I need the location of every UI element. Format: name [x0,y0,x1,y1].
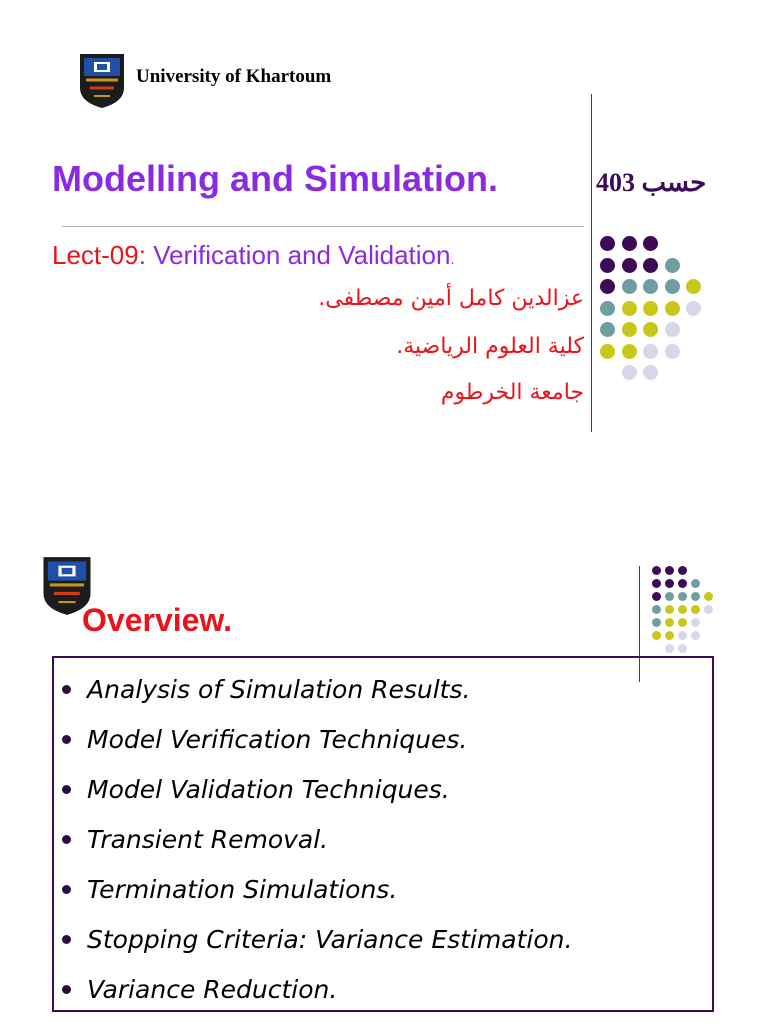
university-name: University of Khartoum [136,66,332,87]
list-item [62,764,712,814]
decor-dot [691,592,700,601]
decor-dot [691,618,700,627]
decor-dot [691,631,700,640]
overview-heading: Overview. [82,602,233,638]
decor-dot [665,344,680,359]
decor-dot [652,579,661,588]
list-item-text: Stopping Criteria: Variance Estimation. [87,924,573,954]
list-item [62,714,712,764]
decor-dot [600,258,615,273]
decor-dot [622,365,637,380]
decor-dot [686,279,701,294]
decor-dot [678,579,687,588]
decor-dot [652,631,661,640]
bullet-icon [62,685,71,694]
decor-dot [622,279,637,294]
slide-title: Modelling and Simulation. [52,158,498,199]
list-item [62,964,712,1014]
decor-dot [678,618,687,627]
decor-dot [643,365,658,380]
author-name: عزالدين كامل أمين مصطفى. [318,286,584,311]
decor-dot [665,579,674,588]
decor-dot [652,566,661,575]
bullet-icon [62,885,71,894]
list-item [62,914,712,964]
decor-dot [665,322,680,337]
decor-dot [678,631,687,640]
decor-dot [665,644,674,653]
decor-dot [678,592,687,601]
decor-dot [643,322,658,337]
faculty-name: كلية العلوم الرياضية. [396,334,584,359]
decor-dot [600,344,615,359]
dot-grid-decoration [600,236,710,406]
list-item-text: Analysis of Simulation Results. [87,674,471,704]
bullet-icon [62,985,71,994]
decor-dot [643,236,658,251]
decor-dot [704,592,713,601]
lecture-topic: Verification and Validation [153,240,451,270]
dot-grid-decoration [652,566,716,666]
list-item-text: Transient Removal. [87,824,329,854]
bullet-icon [62,735,71,744]
decor-dot [665,301,680,316]
university-name-arabic: جامعة الخرطوم [440,380,584,405]
bullet-icon [62,935,71,944]
decor-dot [678,566,687,575]
list-item-text: Variance Reduction. [87,974,338,1004]
decor-dot [622,344,637,359]
bullet-icon [62,785,71,794]
decor-dot [622,236,637,251]
list-item [62,864,712,914]
decor-dot [678,644,687,653]
decor-dot [652,605,661,614]
slide1-divider [591,94,592,432]
lecture-dot: . [450,251,455,267]
decor-dot [600,322,615,337]
list-item [62,814,712,864]
lecture-line [52,240,454,271]
decor-dot [643,344,658,359]
course-code: حسب 403 [596,168,707,197]
decor-dot [643,301,658,316]
decor-dot [691,605,700,614]
decor-dot [652,592,661,601]
decor-dot [665,258,680,273]
overview-box [52,656,714,1012]
list-item-text: Model Verification Techniques. [87,724,468,754]
list-item-text: Termination Simulations. [87,874,398,904]
decor-dot [622,301,637,316]
decor-dot [678,605,687,614]
bullet-icon [62,835,71,844]
decor-dot [665,605,674,614]
decor-dot [665,566,674,575]
decor-dot [665,618,674,627]
decor-dot [665,279,680,294]
decor-dot [600,279,615,294]
list-item-text: Model Validation Techniques. [87,774,450,804]
decor-dot [643,279,658,294]
overview-list [54,658,712,1014]
decor-dot [652,618,661,627]
decor-dot [665,592,674,601]
decor-dot [665,631,674,640]
title-underline [62,226,584,227]
decor-dot [622,322,637,337]
decor-dot [704,605,713,614]
decor-dot [691,579,700,588]
decor-dot [622,258,637,273]
decor-dot [600,236,615,251]
decor-dot [643,258,658,273]
list-item [62,664,712,714]
lecture-code: Lect-09: [52,240,146,270]
decor-dot [600,301,615,316]
decor-dot [686,301,701,316]
university-crest-icon [78,52,126,110]
